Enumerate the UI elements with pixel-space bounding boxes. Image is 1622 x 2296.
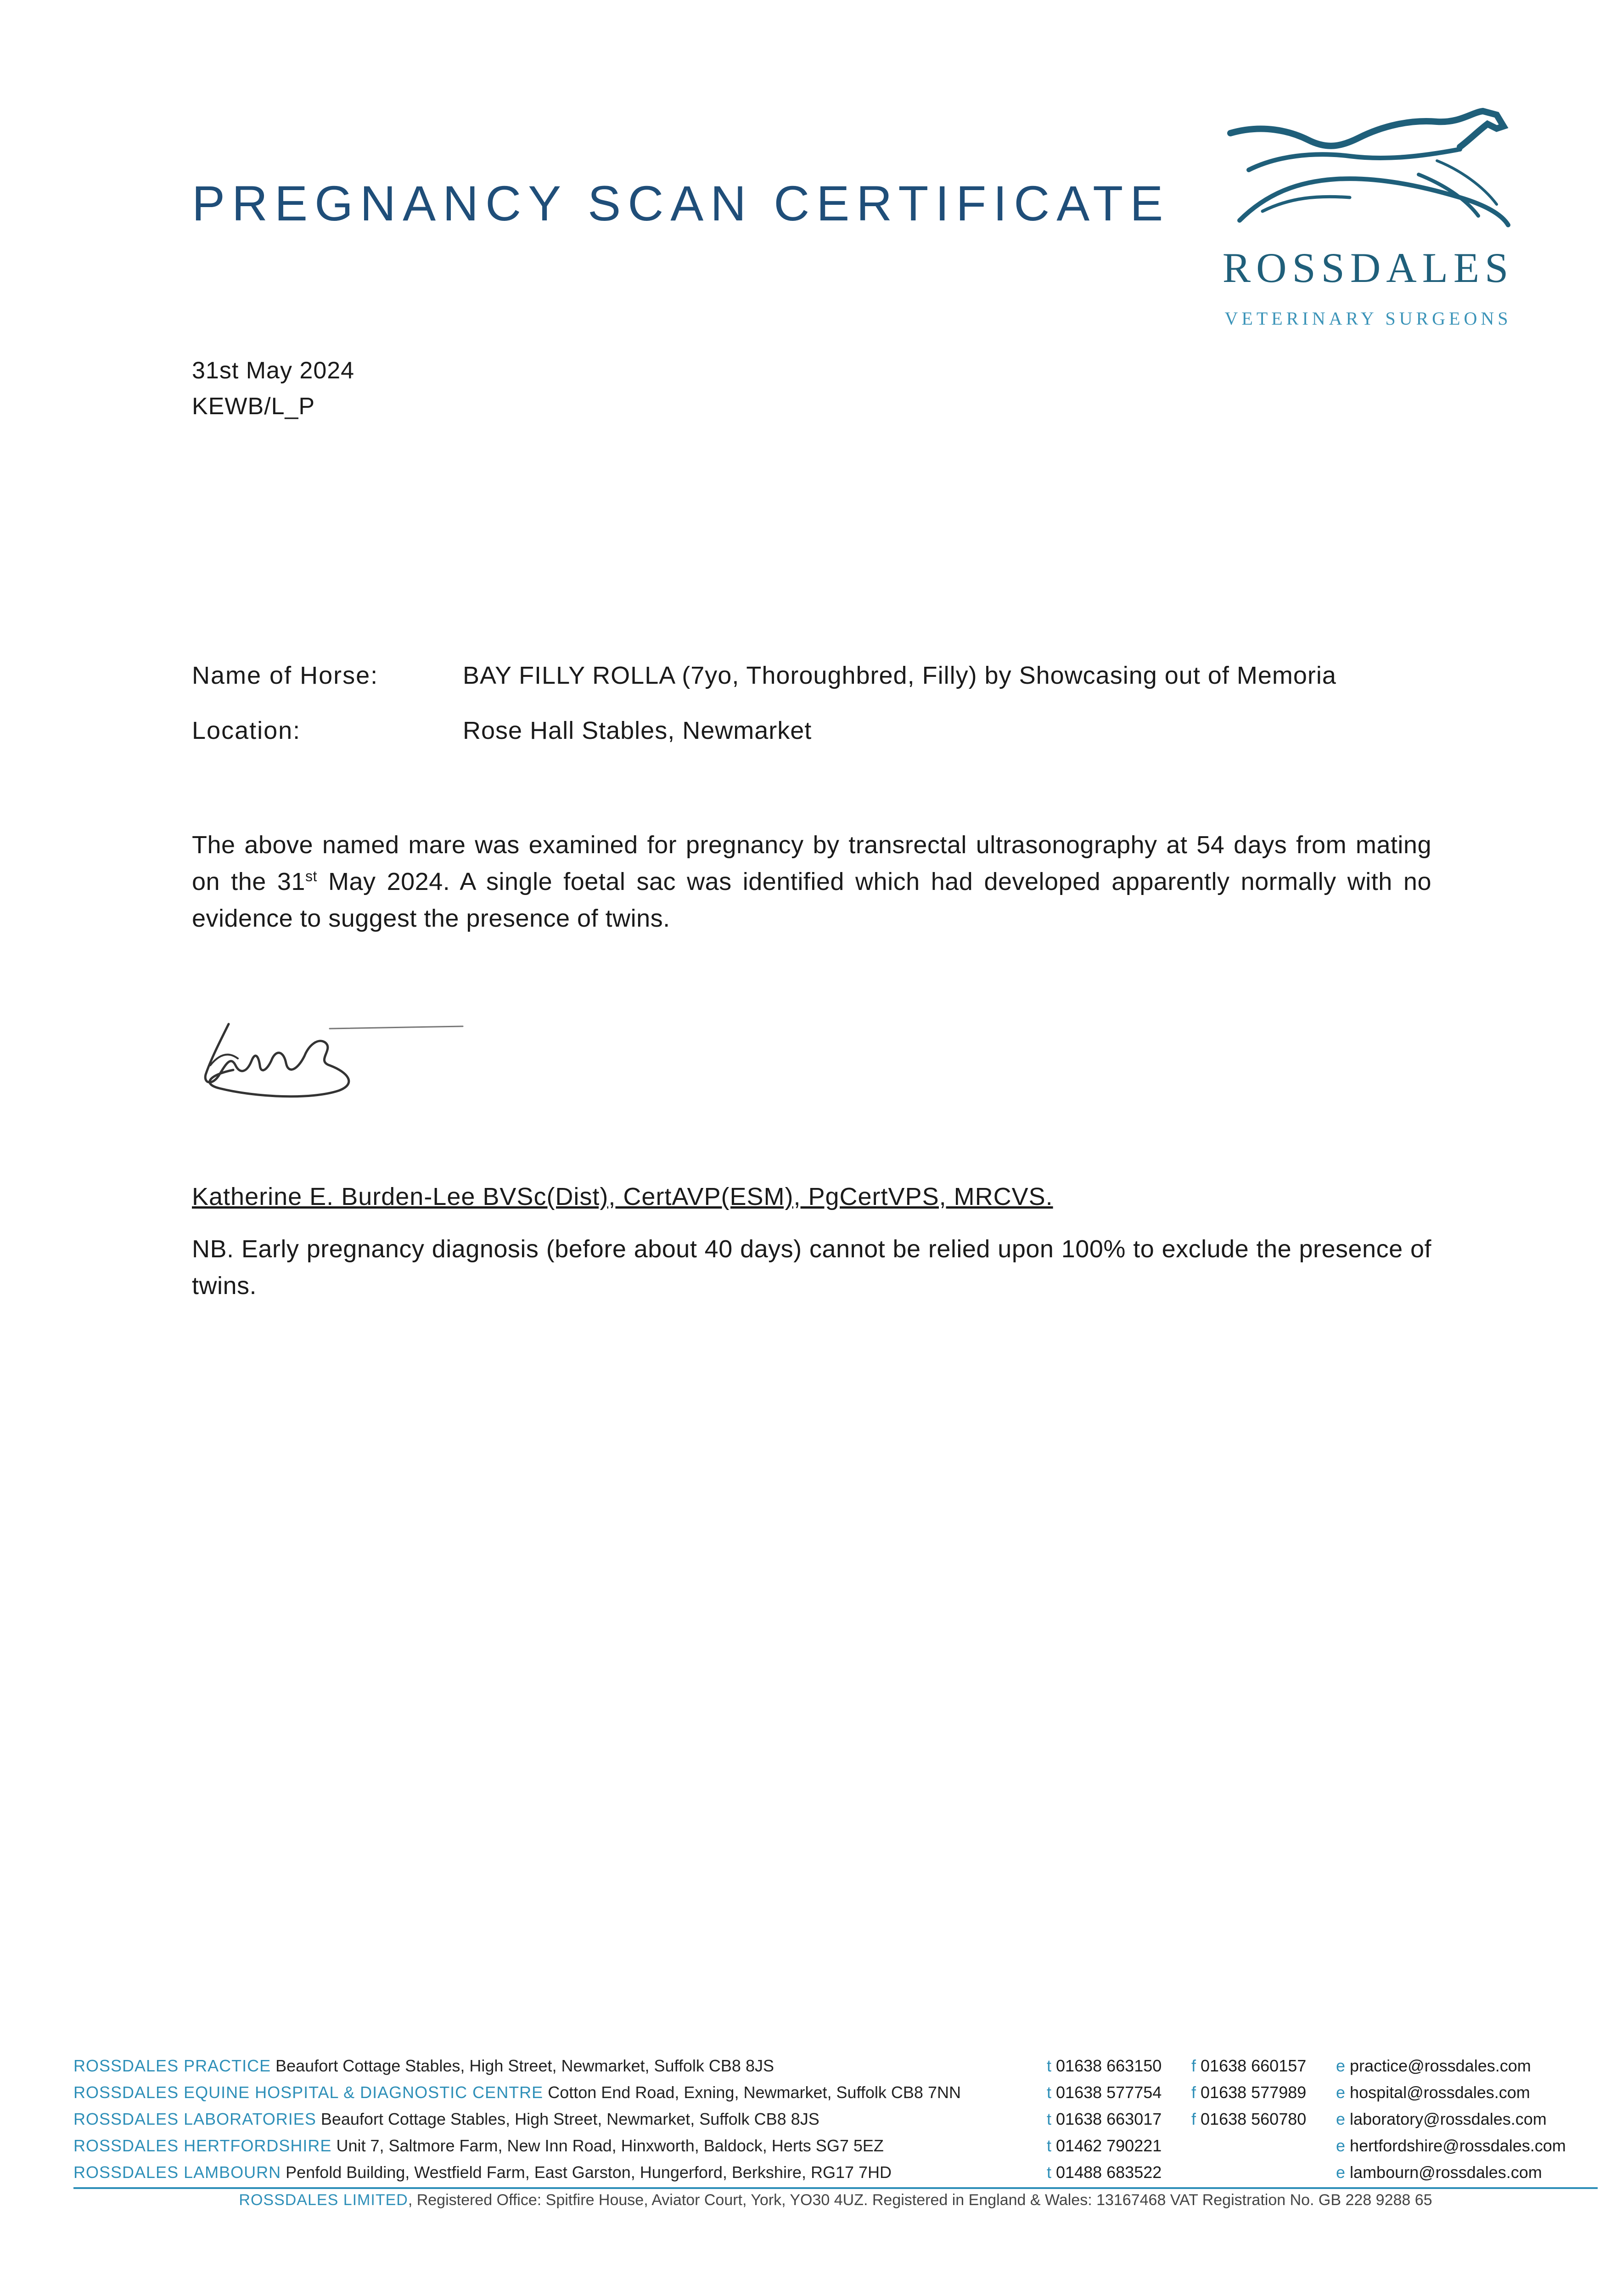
note-paragraph: NB. Early pregnancy diagnosis (before about 40 days) cannot be relied upon 100% to exclude the presence of twins.	[192, 1235, 1431, 1300]
footer-divider	[73, 2187, 1598, 2189]
signatory-name: Katherine E. Burden-Lee BVSc(Dist), CertAVP(ESM), PgCertVPS, MRCVS.	[192, 1183, 1053, 1210]
location-value: Rose Hall Stables, Newmarket	[463, 717, 812, 744]
email-link[interactable]: hertfordshire@rossdales.com	[1350, 2136, 1566, 2155]
office-row: ROSSDALES EQUINE HOSPITAL & DIAGNOSTIC CENTRE Cotton End Road, Exning, Newmarket, Suffolk CB8 7NN t 01638 577754 f 01638 577989 e hospital@rossdales.com	[73, 2083, 1530, 2102]
footer-offices	[73, 2053, 1598, 2186]
horse-name-label: Name of Horse:	[192, 662, 379, 689]
office-row: ROSSDALES LABORATORIES Beaufort Cottage Stables, High Street, Newmarket, Suffolk CB8 8JS t 01638 663017 f 01638 560780 e laboratory@rossdales.com	[73, 2110, 1547, 2128]
email-link[interactable]: lambourn@rossdales.com	[1350, 2163, 1542, 2182]
email-link[interactable]: practice@rossdales.com	[1350, 2056, 1531, 2075]
office-row: ROSSDALES PRACTICE Beaufort Cottage Stables, High Street, Newmarket, Suffolk CB8 8JS t 01638 663150 f 01638 660157 e practice@rossdales.com	[73, 2056, 1531, 2075]
certificate-title: PREGNANCY SCAN CERTIFICATE	[192, 175, 1170, 231]
registration-line: ROSSDALES LIMITED, Registered Office: Spitfire House, Aviator Court, York, YO30 4UZ. Registered in England & Wales: 13167468 VAT Registration No. GB 228 9288 65	[239, 2191, 1432, 2209]
horse-logo-icon	[1221, 106, 1515, 243]
examination-paragraph: The above named mare was examined for pregnancy by transrectal ultrasonography at 54 days from mating on the 31st May 2024. A single foetal sac was identified which had developed apparently normally with no evidence to suggest the presence of twins.	[192, 831, 1431, 932]
brand-name: ROSSDALES	[1222, 244, 1514, 291]
email-link[interactable]: laboratory@rossdales.com	[1350, 2110, 1547, 2128]
rossdales-logo	[1212, 106, 1524, 344]
horse-name-value: BAY FILLY ROLLA (7yo, Thoroughbred, Filly) by Showcasing out of Memoria	[463, 662, 1336, 689]
document-reference: KEWB/L_P	[192, 393, 315, 420]
document-date: 31st May 2024	[192, 357, 355, 384]
brand-tagline: VETERINARY SURGEONS	[1224, 308, 1512, 329]
office-row: ROSSDALES HERTFORDSHIRE Unit 7, Saltmore Farm, New Inn Road, Hinxworth, Baldock, Herts SG7 5EZ t 01462 790221 e hertfordshire@rossdales.com	[73, 2136, 1566, 2155]
location-label: Location:	[192, 717, 301, 744]
email-link[interactable]: hospital@rossdales.com	[1350, 2083, 1530, 2102]
document-meta	[192, 353, 354, 424]
vet-signature	[192, 1006, 467, 1102]
office-row: ROSSDALES LAMBOURN Penfold Building, Westfield Farm, East Garston, Hungerford, Berkshire, RG17 7HD t 01488 683522 e lambourn@rossdales.com	[73, 2163, 1542, 2182]
